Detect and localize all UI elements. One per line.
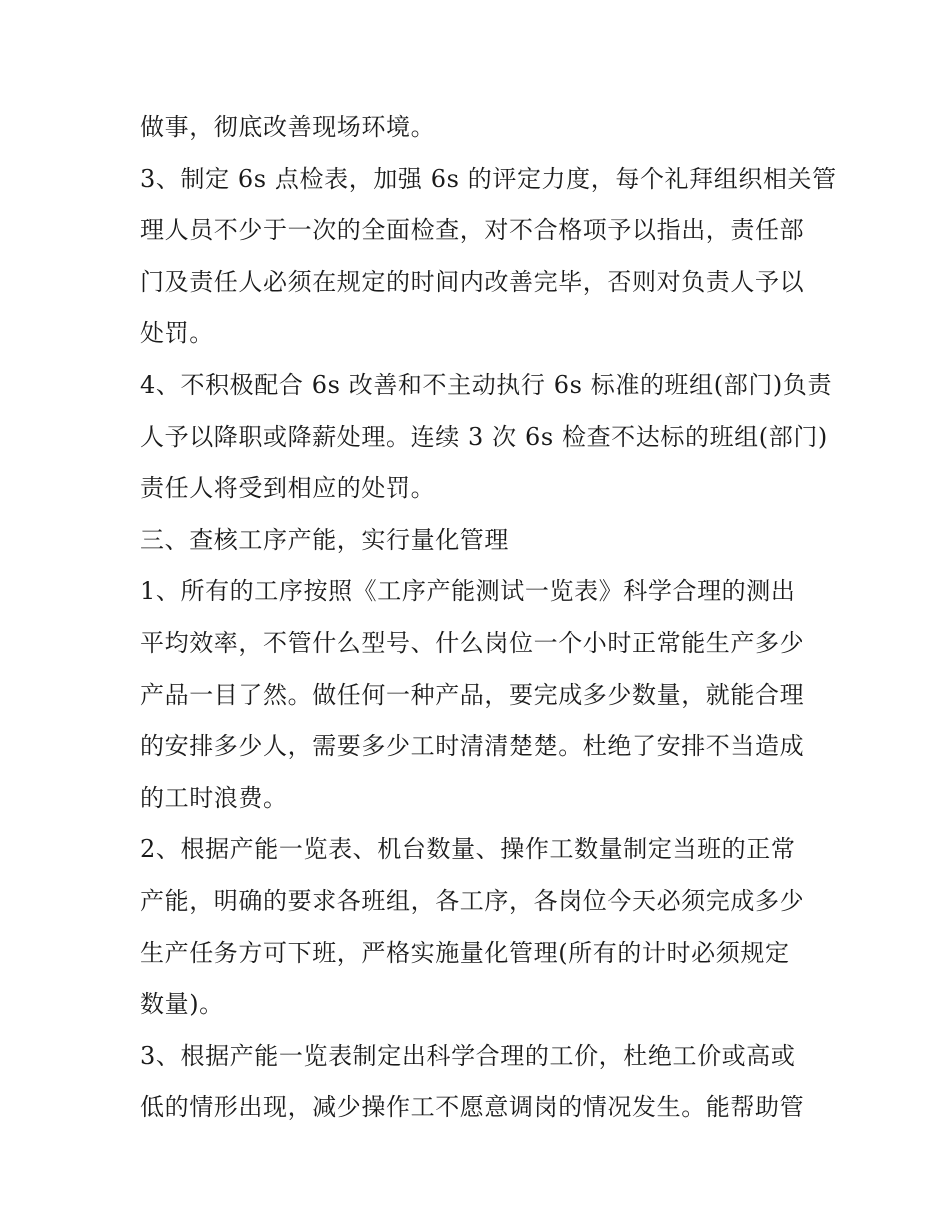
text-line: 3、根据产能一览表制定出科学合理的工价，杜绝工价或高或 [140, 1041, 796, 1070]
text-line: 的安排多少人，需要多少工时清清楚楚。杜绝了安排不当造成 [140, 732, 805, 761]
text-line: 产品一目了然。做任何一种产品，要完成多少数量，就能合理 [140, 680, 805, 709]
text-line: 数量)。 [140, 990, 224, 1019]
text-line: 生产任务方可下班，严格实施量化管理(所有的计时必须规定 [140, 938, 790, 967]
text-line: 平均效率，不管什么型号、什么岗位一个小时正常能生产多少 [140, 628, 805, 657]
text-line: 3、制定 6s 点检表，加强 6s 的评定力度，每个礼拜组织相关管 [140, 164, 837, 193]
text-line: 2、根据产能一览表、机台数量、操作工数量制定当班的正常 [140, 835, 796, 864]
text-line: 理人员不少于一次的全面检查，对不合格项予以指出，责任部 [140, 216, 805, 245]
text-line: 门及责任人必须在规定的时间内改善完毕，否则对负责人予以 [140, 267, 805, 296]
text-line: 责任人将受到相应的处罚。 [140, 474, 436, 503]
text-line: 低的情形出现，减少操作工不愿意调岗的情况发生。能帮助管 [140, 1093, 805, 1122]
text-line: 4、不积极配合 6s 改善和不主动执行 6s 标准的班组(部门)负责 [140, 370, 833, 399]
text-line: 处罚。 [140, 319, 214, 348]
section-heading: 三、查核工序产能，实行量化管理 [140, 525, 509, 554]
text-line: 产能，明确的要求各班组，各工序，各岗位今天必须完成多少 [140, 886, 805, 915]
text-line: 做事，彻底改善现场环境。 [140, 113, 436, 141]
text-line: 1、所有的工序按照《工序产能测试一览表》科学合理的测出 [140, 577, 796, 606]
text-line: 的工时浪费。 [140, 783, 288, 812]
document-body [140, 102, 837, 1134]
text-line: 人予以降职或降薪处理。连续 3 次 6s 检查不达标的班组(部门) [140, 422, 828, 451]
